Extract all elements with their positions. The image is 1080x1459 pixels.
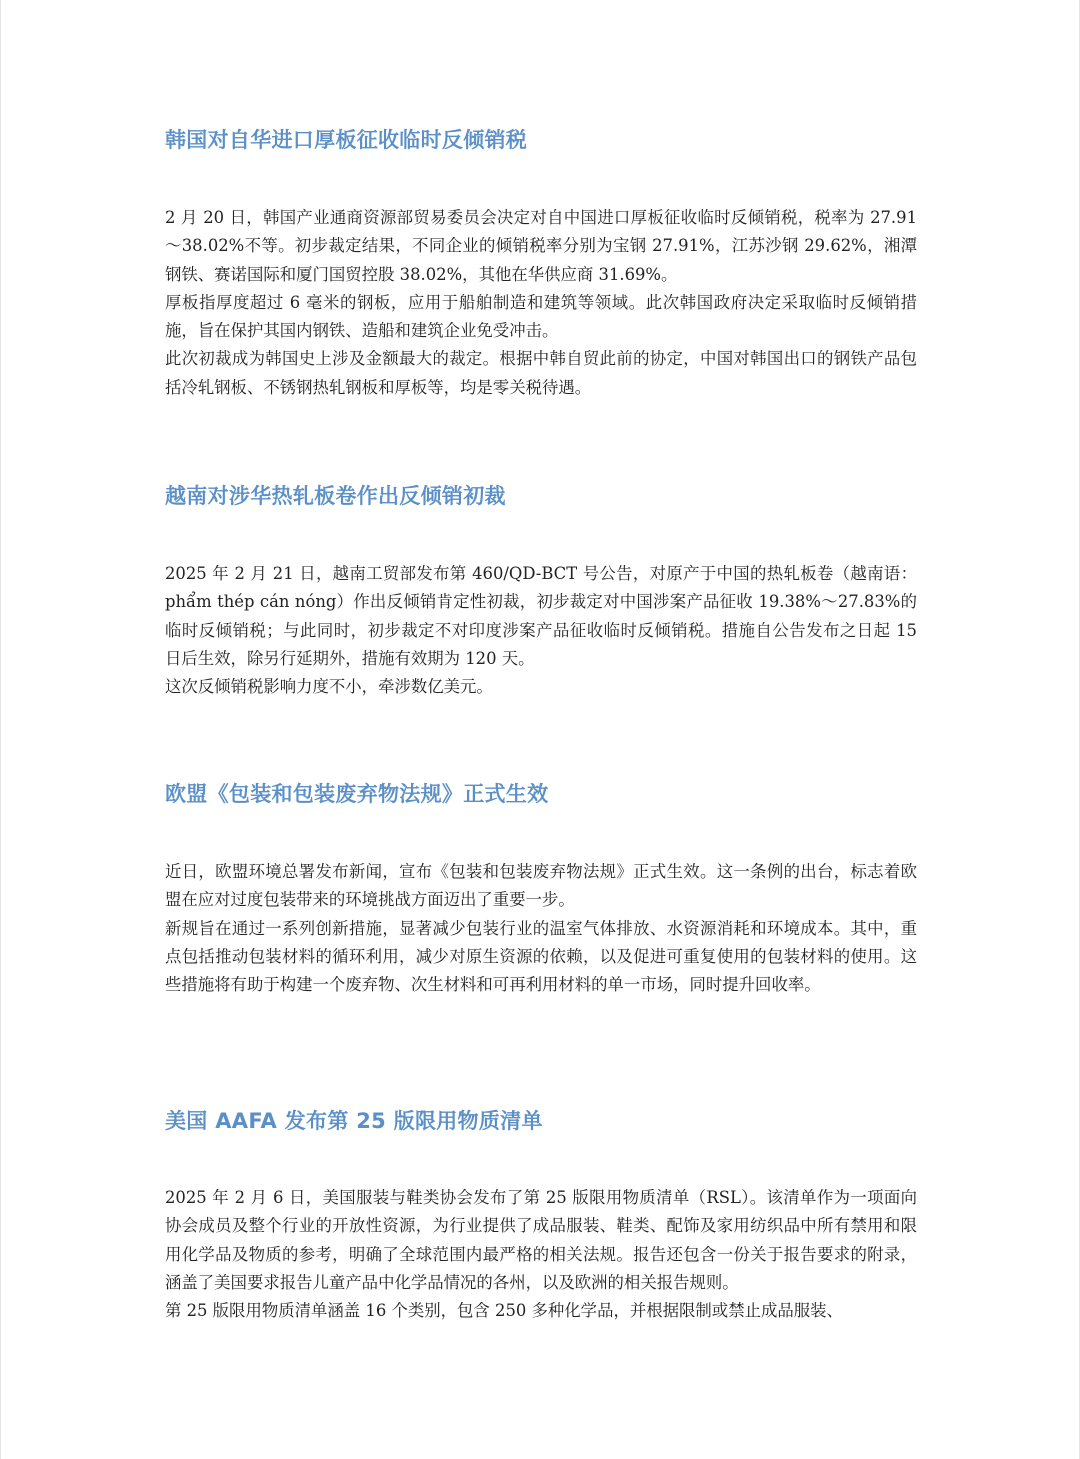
section-body — [165, 1184, 917, 1325]
section-heading: 欧盟《包装和包装废弃物法规》正式生效 — [165, 782, 549, 806]
news-section-korea — [165, 125, 917, 397]
section-heading: 韩国对自华进口厚板征收临时反倾销税 — [165, 128, 528, 152]
paragraph: 2025 年 2 月 6 日，美国服装与鞋类协会发布了第 25 版限用物质清单（RSL）。该清单作为一项面向协会成员及整个行业的开放性资源，为行业提供了成品服装、鞋类、配饰及家用纺织品中所有禁用和限用化学品及物质的参考，明确了全球范围内最严格的相关法规。报告还包含一份关于报告要求的附录，涵盖了美国要求报告儿童产品中化学品情况的各州，以及欧洲的相关报告规则。 — [165, 1188, 917, 1292]
section-body — [165, 560, 917, 701]
paragraph: 厚板指厚度超过 6 毫米的钢板，应用于船舶制造和建筑等领域。此次韩国政府决定采取临时反倾销措施，旨在保护其国内钢铁、造船和建筑企业免受冲击。 — [165, 292, 917, 341]
paragraph: 第 25 版限用物质清单涵盖 16 个类别，包含 250 多种化学品，并根据限制或禁止成品服装、 — [165, 1301, 843, 1321]
paragraph: 2 月 20 日，韩国产业通商资源部贸易委员会决定对自中国进口厚板征收临时反倾销税，税率为 27.91～38.02%不等。初步裁定结果，不同企业的倾销税率分别为宝钢 27.91%，江苏沙钢 29.62%，湘潭钢铁、赛诺国际和厦门国贸控股 38.02%，其他在华供应商 31.69%。 — [165, 208, 917, 284]
news-section-vietnam — [165, 481, 917, 697]
section-heading: 美国 AAFA 发布第 25 版限用物质清单 — [165, 1109, 543, 1133]
paragraph: 近日，欧盟环境总署发布新闻，宣布《包装和包装废弃物法规》正式生效。这一条例的出台，标志着欧盟在应对过度包装带来的环境挑战方面迈出了重要一步。 — [165, 862, 917, 910]
news-section-usa — [165, 1106, 917, 1321]
section-body — [165, 858, 917, 999]
paragraph: 2025 年 2 月 21 日，越南工贸部发布第 460/QD-BCT 号公告，对原产于中国的热轧板卷（越南语：phẩm thép cán nóng）作出反倾销肯定性初裁，初步裁定对中国涉案产品征收 19.38%～27.83%的临时反倾销税；与此同时，初步裁定不对印度涉案产品征收临时反倾销税。措施自公告发布之日起 15 日后生效，除另行延期外，措施有效期为 120 天。 — [165, 564, 917, 668]
section-body — [165, 204, 917, 402]
section-heading: 越南对涉华热轧板卷作出反倾销初裁 — [165, 484, 506, 508]
paragraph: 这次反倾销税影响力度不小，牵涉数亿美元。 — [165, 677, 493, 697]
news-section-eu — [165, 779, 917, 995]
paragraph: 此次初裁成为韩国史上涉及金额最大的裁定。根据中韩自贸此前的协定，中国对韩国出口的钢铁产品包括冷轧钢板、不锈钢热轧钢板和厚板等，均是零关税待遇。 — [165, 349, 917, 397]
paragraph: 新规旨在通过一系列创新措施，显著减少包装行业的温室气体排放、水资源消耗和环境成本。其中，重点包括推动包装材料的循环利用，减少对原生资源的依赖，以及促进可重复使用的包装材料的使用。这些措施将有助于构建一个废弃物、次生材料和可再利用材料的单一市场，同时提升回收率。 — [165, 918, 917, 995]
